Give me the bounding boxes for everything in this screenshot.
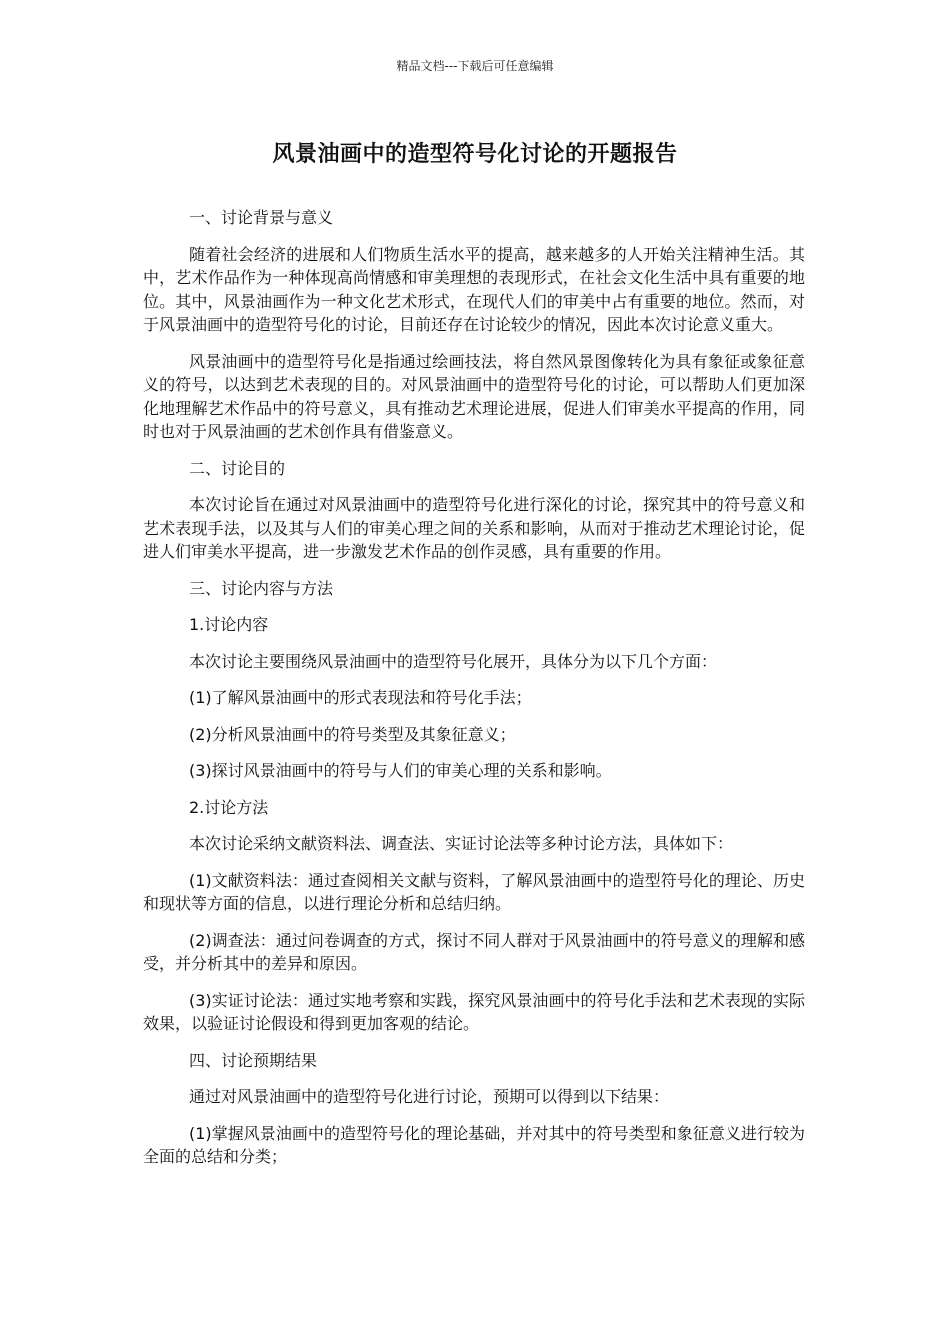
- paragraph-purpose: 本次讨论旨在通过对风景油画中的造型符号化进行深化的讨论，探究其中的符号意义和艺术表现手法，以及其与人们的审美心理之间的关系和影响，从而对于推动艺术理论讨论，促进人们审美水平提高，进一步激发艺术作品的创作灵感，具有重要的作用。: [143, 495, 805, 561]
- paragraph-background-1: 随着社会经济的进展和人们物质生活水平的提高，越来越多的人开始关注精神生活。其中，艺术作品作为一种体现高尚情感和审美理想的表现形式，在社会文化生活中具有重要的地位。其中，风景油画作为一种文化艺术形式，在现代人们的审美中占有重要的地位。然而，对于风景油画中的造型符号化的讨论，目前还存在讨论较少的情况，因此本次讨论意义重大。: [143, 244, 805, 334]
- document-title: 风景油画中的造型符号化讨论的开题报告: [272, 142, 678, 167]
- list-item-method-2: (2)调查法：通过问卷调查的方式，探讨不同人群对于风景油画中的符号意义的理解和感受，并分析其中的差异和原因。: [143, 930, 805, 973]
- list-item-method-3: (3)实证讨论法：通过实地考察和实践，探究风景油画中的符号化手法和艺术表现的实际效果，以验证讨论假设和得到更加客观的结论。: [143, 990, 805, 1033]
- paragraph-content-intro: 本次讨论主要围绕风景油画中的造型符号化展开，具体分为以下几个方面：: [189, 651, 718, 671]
- section-heading-purpose: 二、讨论目的: [189, 458, 286, 478]
- list-item-method-1: (1)文献资料法：通过查阅相关文献与资料，了解风景油画中的造型符号化的理论、历史和现状等方面的信息，以进行理论分析和总结归纳。: [143, 870, 805, 913]
- section-heading-background: 一、讨论背景与意义: [189, 208, 334, 227]
- paragraph-method-intro: 本次讨论采纳文献资料法、调查法、实证讨论法等多种讨论方法，具体如下：: [189, 834, 734, 853]
- section-heading-content-method: 三、讨论内容与方法: [189, 578, 334, 598]
- subheading-content: 1.讨论内容: [189, 615, 269, 634]
- list-item-content-1: (1)了解风景油画中的形式表现法和符号化手法；: [189, 688, 532, 707]
- subheading-method: 2.讨论方法: [189, 797, 269, 817]
- list-item-results-1: (1)掌握风景油画中的造型符号化的理论基础，并对其中的符号类型和象征意义进行较为全面的总结和分类；: [143, 1123, 805, 1166]
- paragraph-results-intro: 通过对风景油画中的造型符号化进行讨论，预期可以得到以下结果：: [189, 1087, 670, 1106]
- paragraph-background-2: 风景油画中的造型符号化是指通过绘画技法，将自然风景图像转化为具有象征或象征意义的符号，以达到艺术表现的目的。对风景油画中的造型符号化的讨论，可以帮助人们更加深化地理解艺术作品中的符号意义，具有推动艺术理论进展，促进人们审美水平提高的作用，同时也对于风景油画的艺术创作具有借鉴意义。: [143, 351, 805, 441]
- section-heading-expected-results: 四、讨论预期结果: [189, 1050, 318, 1070]
- page-header: 精品文档---下载后可任意编辑: [396, 59, 554, 73]
- list-item-content-2: (2)分析风景油画中的符号类型及其象征意义；: [189, 724, 516, 744]
- list-item-content-3: (3)探讨风景油画中的符号与人们的审美心理的关系和影响。: [189, 761, 612, 780]
- document-body: [143, 206, 805, 1182]
